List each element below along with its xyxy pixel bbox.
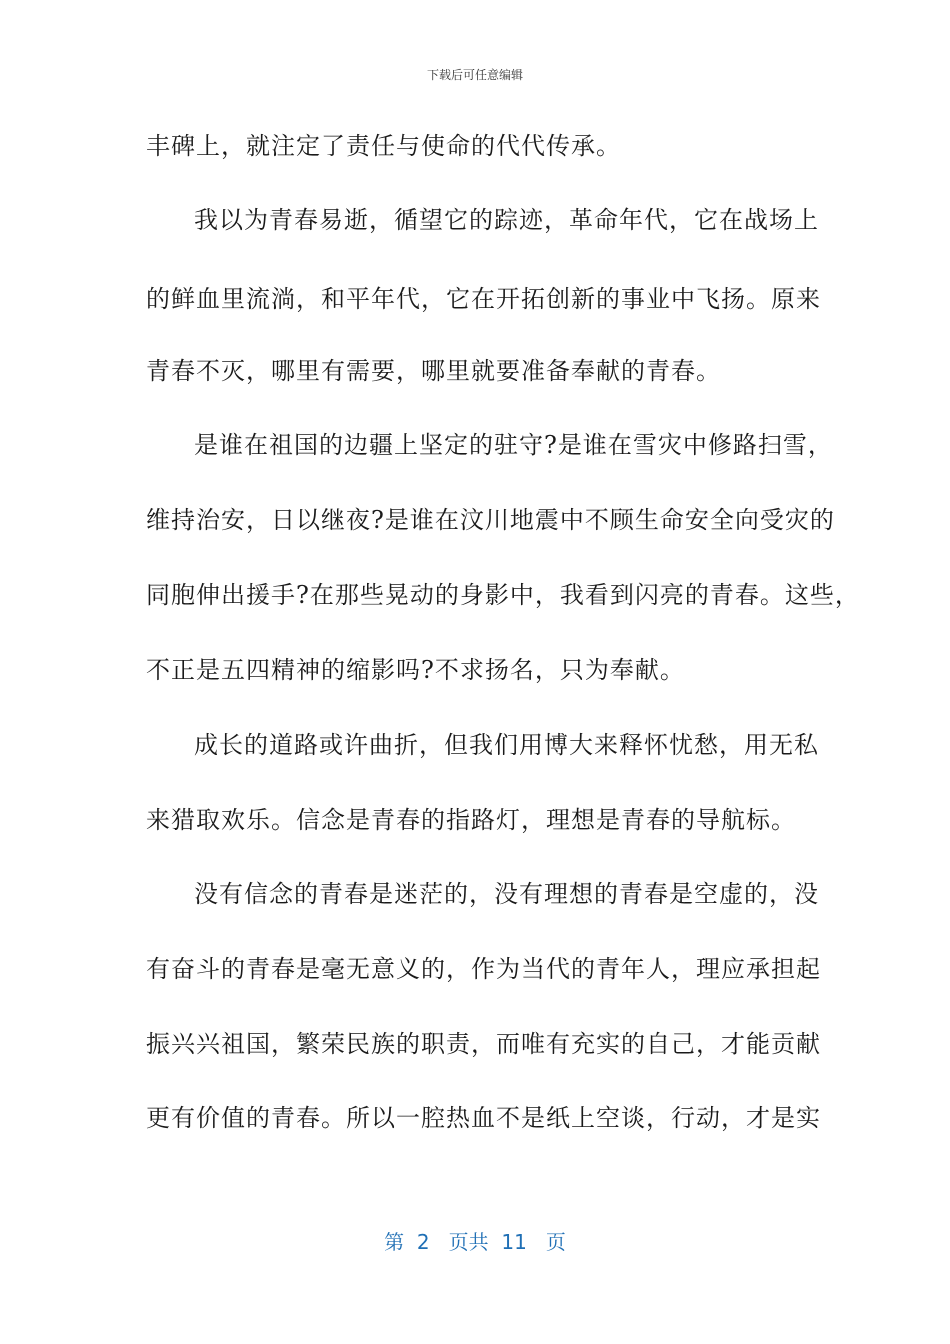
text-line-12: 有奋斗的青春是毫无意义的，作为当代的青年人，理应承担起: [146, 955, 821, 983]
text-line-4: 青春不灭，哪里有需要，哪里就要准备奉献的青春。: [146, 357, 721, 385]
page-header: 下载后可任意编辑: [426, 68, 523, 82]
text-line-9: 成长的道路或许曲折，但我们用博大来释怀忧愁，用无私: [194, 731, 819, 759]
page-footer: 第 2 页共 11 页: [384, 1230, 566, 1254]
text-line-10: 来猎取欢乐。信念是青春的指路灯，理想是青春的导航标。: [146, 806, 796, 834]
text-line-5: 是谁在祖国的边疆上坚定的驻守?是谁在雪灾中修路扫雪，: [194, 431, 833, 459]
text-line-7: 同胞伸出援手?在那些晃动的身影中，我看到闪亮的青春。这些，: [146, 581, 860, 609]
text-line-2: 我以为青春易逝，循望它的踪迹，革命年代，它在战场上: [194, 206, 819, 234]
text-line-14: 更有价值的青春。所以一腔热血不是纸上空谈，行动，才是实: [146, 1104, 821, 1132]
text-line-8: 不正是五四精神的缩影吗?不求扬名，只为奉献。: [146, 656, 685, 684]
text-line-11: 没有信念的青春是迷茫的，没有理想的青春是空虚的，没: [194, 880, 819, 908]
text-line-3: 的鲜血里流淌，和平年代，它在开拓创新的事业中飞扬。原来: [146, 285, 821, 313]
text-line-6: 维持治安，日以继夜?是谁在汶川地震中不顾生命安全向受灾的: [146, 506, 835, 534]
text-line-1: 丰碑上，就注定了责任与使命的代代传承。: [146, 132, 621, 160]
text-line-13: 振兴兴祖国，繁荣民族的职责，而唯有充实的自己，才能贡献: [146, 1030, 821, 1058]
